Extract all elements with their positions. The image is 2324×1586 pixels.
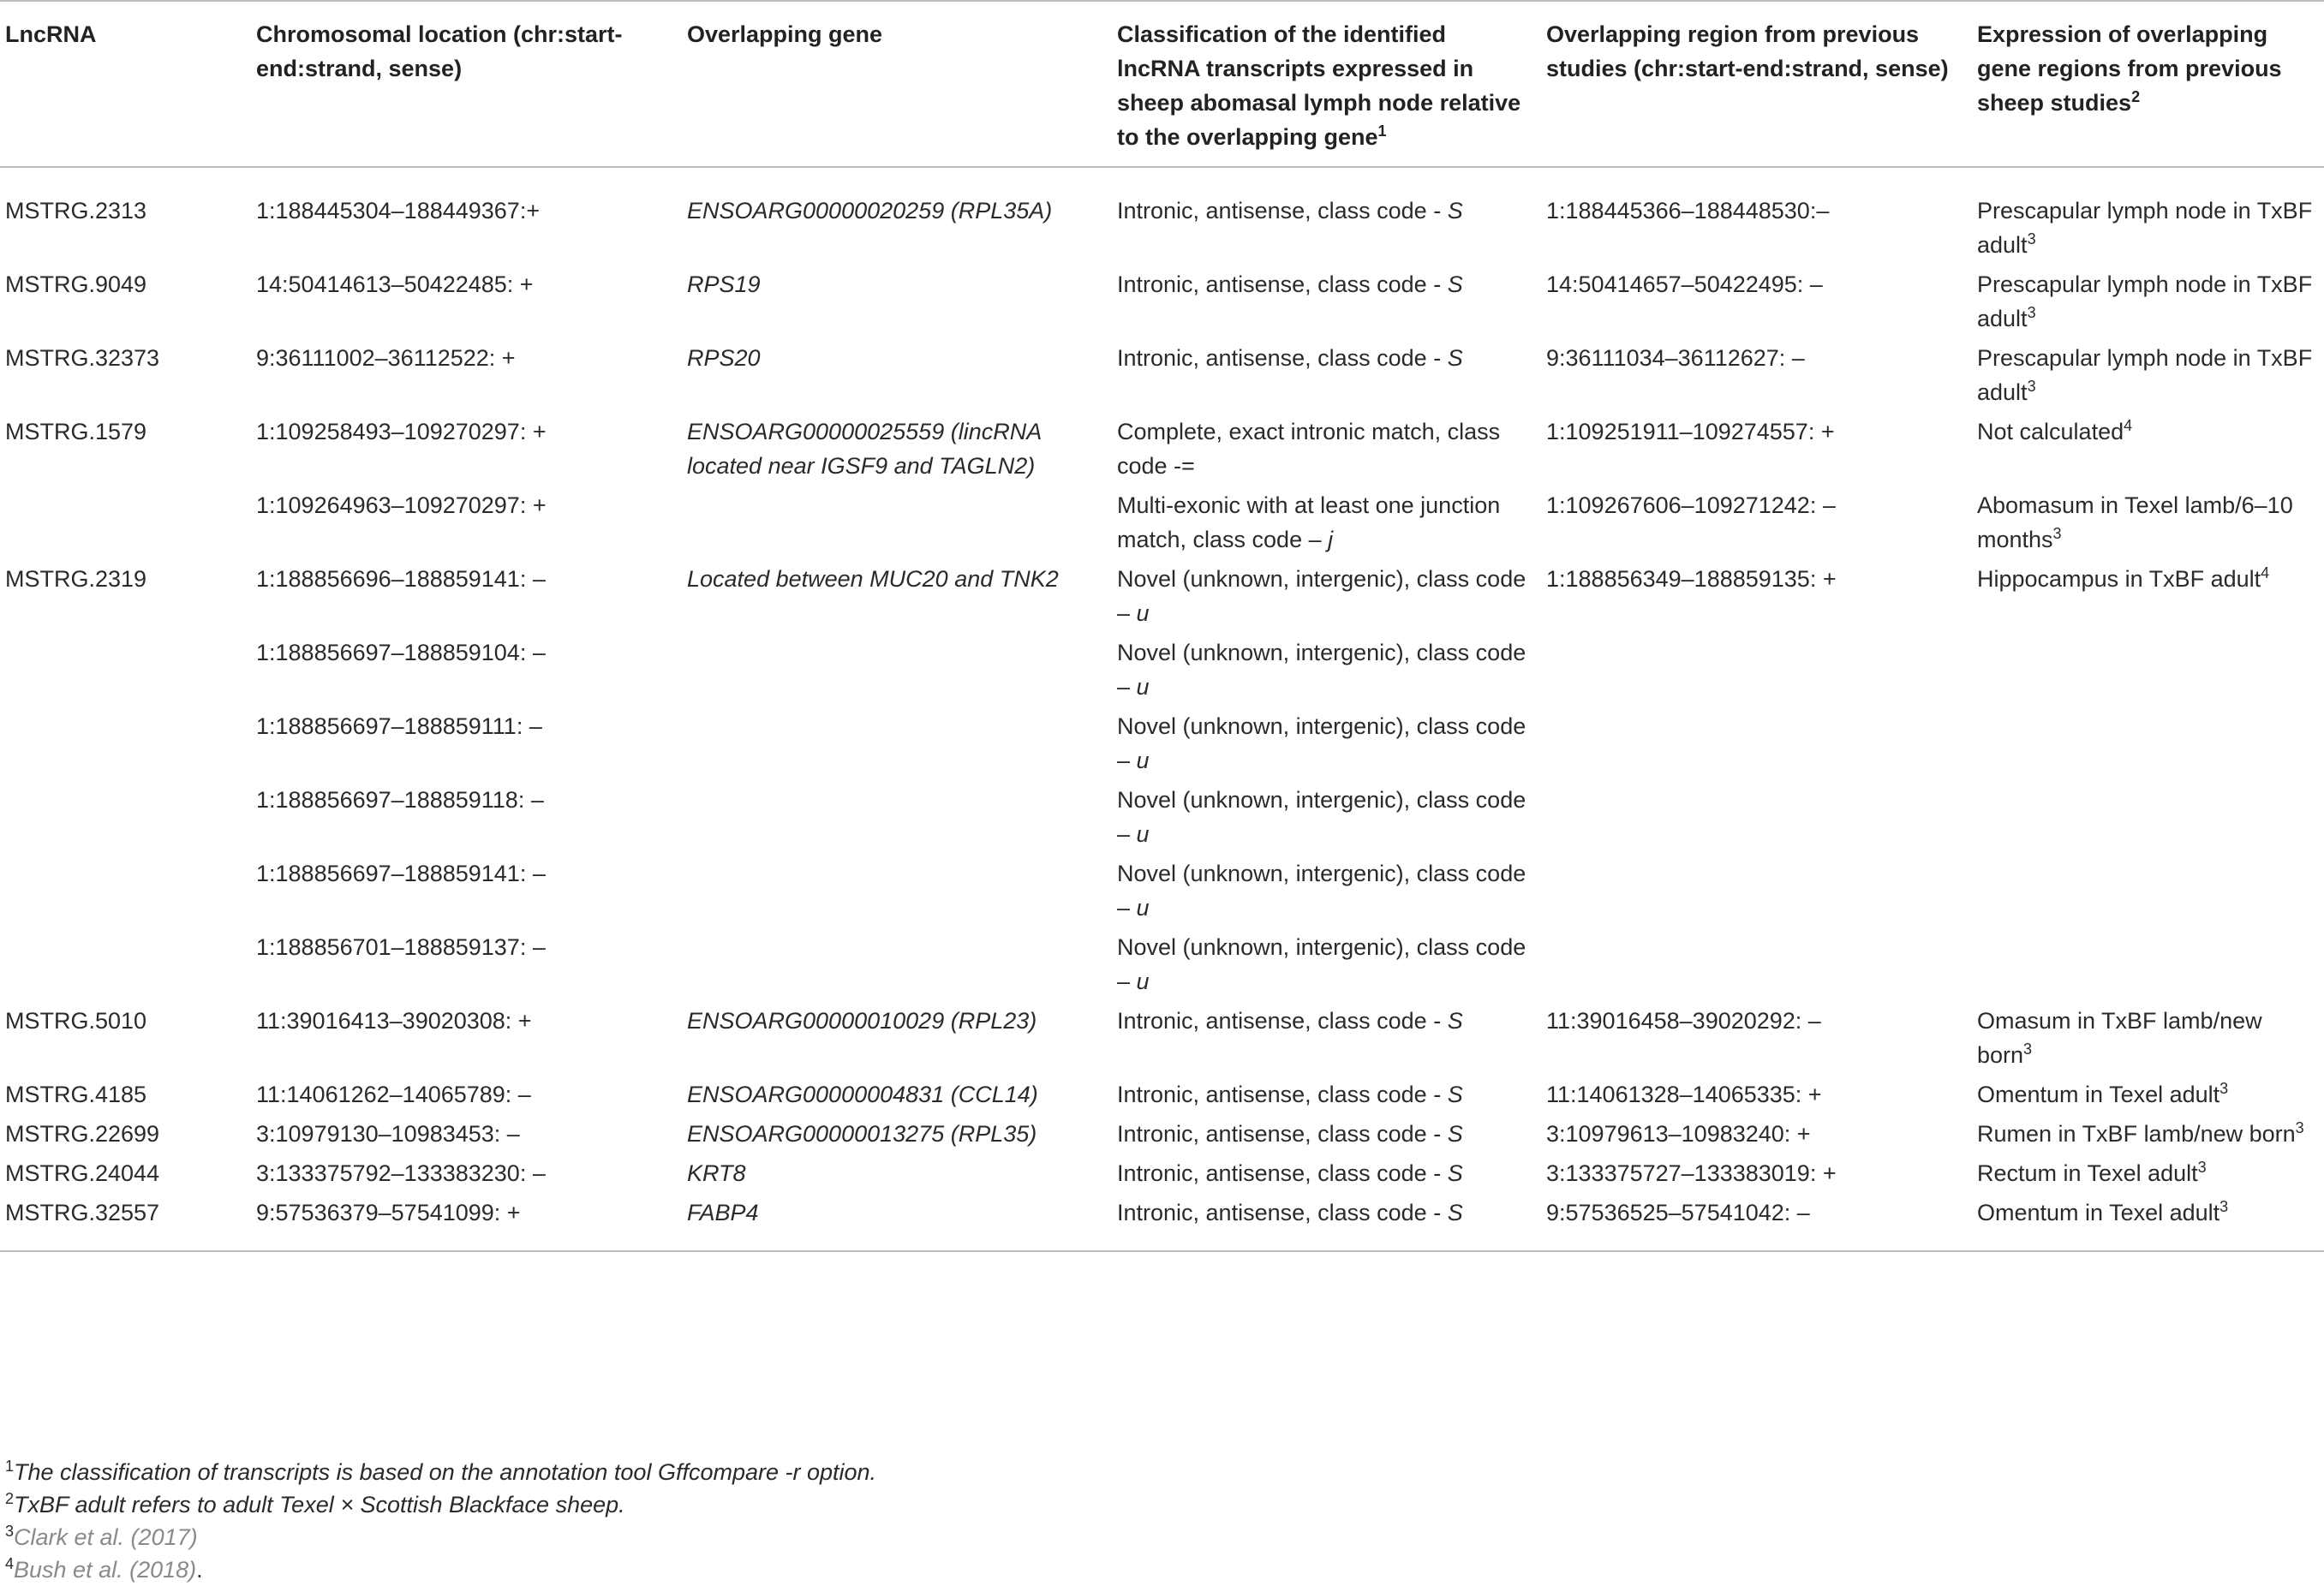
lncrna-id-cell	[0, 167, 251, 267]
footnote-trail: .	[196, 1557, 203, 1583]
column-header	[1972, 1, 2324, 167]
chromosomal-location-cell	[251, 783, 682, 856]
footnote-text: Bush et al. (2018)	[14, 1557, 197, 1583]
overlapping-gene-cell	[682, 488, 1112, 562]
expression-cell	[1972, 930, 2324, 1004]
overlapping-gene: RPS19	[687, 271, 761, 297]
overlapping-region-cell	[1541, 635, 1972, 709]
chromosomal-location: 11:39016413–39020308: +	[256, 1008, 532, 1034]
overlapping-gene-cell	[682, 267, 1112, 341]
classification-text: Intronic, antisense, class code -	[1117, 345, 1448, 371]
overlapping-gene-cell	[682, 1004, 1112, 1077]
table-row	[0, 1195, 2324, 1251]
footnote-text: Clark et al. (2017)	[14, 1524, 198, 1550]
table-row	[0, 488, 2324, 562]
class-code: u	[1136, 821, 1150, 847]
overlapping-region-cell	[1541, 562, 1972, 635]
footnote	[5, 1521, 876, 1553]
overlapping-gene: ENSOARG00000025559 (lincRNA located near IGSF9 and TAGLN2)	[687, 419, 1042, 479]
expression-cell	[1972, 341, 2324, 414]
footnote	[5, 1488, 876, 1521]
classification-text: Intronic, antisense, class code -	[1117, 1200, 1448, 1225]
column-header	[251, 1, 682, 167]
expression-cell	[1972, 709, 2324, 783]
class-code: u	[1136, 748, 1150, 773]
classification-text: Intronic, antisense, class code -	[1117, 1121, 1448, 1147]
footnote-marker: 3	[2027, 230, 2036, 247]
lncrna-id-cell	[0, 1117, 251, 1156]
classification-text: Novel (unknown, intergenic), class code –	[1117, 640, 1526, 700]
overlapping-region: 3:10979613–10983240: +	[1546, 1121, 1811, 1147]
expression-text: Omentum in Texel adult	[1977, 1200, 2220, 1225]
overlapping-gene: ENSOARG00000013275 (RPL35)	[687, 1121, 1037, 1147]
footnote-number: 4	[5, 1555, 15, 1572]
chromosomal-location: 1:188856701–188859137: –	[256, 934, 546, 960]
lncrna-id: MSTRG.24044	[5, 1160, 160, 1186]
overlapping-gene: KRT8	[687, 1160, 746, 1186]
chromosomal-location-cell	[251, 562, 682, 635]
overlapping-region-cell	[1541, 930, 1972, 1004]
expression-text: Hippocampus in TxBF adult	[1977, 566, 2261, 592]
chromosomal-location-cell	[251, 1004, 682, 1077]
class-code: S	[1447, 271, 1463, 297]
table-row	[0, 856, 2324, 930]
class-code: u	[1136, 969, 1150, 994]
lncrna-id: MSTRG.2319	[5, 566, 147, 592]
table-row	[0, 635, 2324, 709]
classification-cell	[1112, 856, 1541, 930]
overlapping-region-cell	[1541, 856, 1972, 930]
footnote-marker: 3	[2052, 525, 2062, 542]
table-row	[0, 709, 2324, 783]
overlapping-gene: FABP4	[687, 1200, 759, 1225]
class-code: S	[1447, 1200, 1463, 1225]
expression-text: Prescapular lymph node in TxBF adult	[1977, 271, 2313, 331]
lncrna-id: MSTRG.4185	[5, 1082, 147, 1107]
footnote-marker: 3	[2219, 1198, 2229, 1215]
expression-text: Prescapular lymph node in TxBF adult	[1977, 198, 2313, 258]
chromosomal-location-cell	[251, 341, 682, 414]
chromosomal-location: 1:188856697–188859104: –	[256, 640, 546, 665]
class-code: S	[1447, 1082, 1463, 1107]
overlapping-region: 11:14061328–14065335: +	[1546, 1082, 1822, 1107]
classification-text: Novel (unknown, intergenic), class code –	[1117, 861, 1526, 921]
footnote-marker: 3	[2027, 378, 2036, 395]
footnote	[5, 1553, 876, 1586]
expression-text: Not calculated	[1977, 419, 2124, 444]
chromosomal-location-cell	[251, 414, 682, 488]
chromosomal-location: 14:50414613–50422485: +	[256, 271, 534, 297]
footnote-marker: 3	[2023, 1040, 2033, 1058]
classification-cell	[1112, 635, 1541, 709]
table-row	[0, 562, 2324, 635]
classification-text: Novel (unknown, intergenic), class code –	[1117, 787, 1526, 847]
footnote-number: 1	[5, 1458, 15, 1475]
table-row	[0, 930, 2324, 1004]
expression-text: Omentum in Texel adult	[1977, 1082, 2220, 1107]
overlapping-gene-cell	[682, 709, 1112, 783]
expression-cell	[1972, 856, 2324, 930]
class-code: S	[1447, 1121, 1463, 1147]
table-row	[0, 167, 2324, 267]
expression-cell	[1972, 1117, 2324, 1156]
lncrna-id-cell	[0, 562, 251, 635]
overlapping-gene-cell	[682, 562, 1112, 635]
overlapping-gene-cell	[682, 930, 1112, 1004]
table-row	[0, 783, 2324, 856]
lncrna-id-cell	[0, 856, 251, 930]
expression-cell	[1972, 414, 2324, 488]
lncrna-id: MSTRG.9049	[5, 271, 147, 297]
class-code: S	[1447, 345, 1463, 371]
lncrna-id-cell	[0, 1004, 251, 1077]
footnote	[5, 1456, 876, 1488]
classification-text: Intronic, antisense, class code -	[1117, 1082, 1448, 1107]
classification-cell	[1112, 414, 1541, 488]
lncrna-id-cell	[0, 267, 251, 341]
footnote-marker: 3	[2295, 1119, 2304, 1136]
chromosomal-location-cell	[251, 1156, 682, 1195]
lncrna-id-cell	[0, 414, 251, 488]
overlapping-region-cell	[1541, 709, 1972, 783]
footnote-text: The classification of transcripts is based on the annotation tool Gffcompare -r option.	[14, 1459, 877, 1485]
chromosomal-location: 1:109258493–109270297: +	[256, 419, 547, 444]
footnote-marker: 4	[2261, 564, 2270, 581]
overlapping-region: 9:36111034–36112627: –	[1546, 345, 1805, 371]
overlapping-gene-cell	[682, 783, 1112, 856]
chromosomal-location-cell	[251, 1077, 682, 1117]
expression-cell	[1972, 1195, 2324, 1251]
footnote-marker: 3	[2027, 304, 2036, 321]
classification-text: Novel (unknown, intergenic), class code –	[1117, 566, 1526, 626]
classification-text: Complete, exact intronic match, class code -=	[1117, 419, 1501, 479]
table-row	[0, 1004, 2324, 1077]
expression-cell	[1972, 1004, 2324, 1077]
overlapping-region-cell	[1541, 267, 1972, 341]
overlapping-region: 11:39016458–39020292: –	[1546, 1008, 1821, 1034]
chromosomal-location: 9:57536379–57541099: +	[256, 1200, 521, 1225]
footnote-number: 3	[5, 1523, 15, 1540]
classification-text: Novel (unknown, intergenic), class code –	[1117, 934, 1526, 994]
classification-text: Intronic, antisense, class code -	[1117, 1008, 1448, 1034]
overlapping-region: 3:133375727–133383019: +	[1546, 1160, 1837, 1186]
lncrna-id: MSTRG.1579	[5, 419, 147, 444]
footnote-marker: 2	[2131, 88, 2141, 105]
expression-cell	[1972, 783, 2324, 856]
table-body	[0, 167, 2324, 1251]
footnote-text: TxBF adult refers to adult Texel × Scottish Blackface sheep.	[14, 1492, 625, 1517]
overlapping-region: 1:109267606–109271242: –	[1546, 492, 1836, 518]
chromosomal-location-cell	[251, 635, 682, 709]
classification-cell	[1112, 1117, 1541, 1156]
classification-cell	[1112, 1156, 1541, 1195]
chromosomal-location: 3:10979130–10983453: –	[256, 1121, 520, 1147]
classification-text: Intronic, antisense, class code -	[1117, 271, 1448, 297]
overlapping-gene-cell	[682, 167, 1112, 267]
column-header	[682, 1, 1112, 167]
chromosomal-location-cell	[251, 930, 682, 1004]
expression-cell	[1972, 488, 2324, 562]
overlapping-gene-cell	[682, 1195, 1112, 1251]
overlapping-region-cell	[1541, 783, 1972, 856]
chromosomal-location-cell	[251, 1117, 682, 1156]
expression-text: Omasum in TxBF lamb/new born	[1977, 1008, 2262, 1068]
column-header	[0, 1, 251, 167]
column-header-label: Expression of overlapping gene regions from previous sheep studies	[1977, 21, 2282, 116]
class-code: u	[1136, 674, 1150, 700]
classification-cell	[1112, 783, 1541, 856]
expression-text: Abomasum in Texel lamb/6–10 months	[1977, 492, 2293, 552]
overlapping-gene-cell	[682, 414, 1112, 488]
column-header-label: LncRNA	[5, 21, 97, 47]
table-row	[0, 1117, 2324, 1156]
lncrna-id: MSTRG.2313	[5, 198, 147, 224]
expression-cell	[1972, 562, 2324, 635]
table-row	[0, 1156, 2324, 1195]
column-header-label: Overlapping gene	[687, 21, 883, 47]
classification-cell	[1112, 709, 1541, 783]
table-row	[0, 341, 2324, 414]
expression-cell	[1972, 1077, 2324, 1117]
overlapping-region: 1:188445366–188448530:–	[1546, 198, 1830, 224]
column-header	[1112, 1, 1541, 167]
classification-cell	[1112, 167, 1541, 267]
overlapping-gene-cell	[682, 856, 1112, 930]
lncrna-id: MSTRG.22699	[5, 1121, 160, 1147]
overlapping-region: 1:188856349–188859135: +	[1546, 566, 1837, 592]
classification-text: Multi-exonic with at least one junction match, class code –	[1117, 492, 1501, 552]
overlapping-region-cell	[1541, 1077, 1972, 1117]
class-code: u	[1136, 895, 1150, 921]
chromosomal-location: 3:133375792–133383230: –	[256, 1160, 546, 1186]
classification-cell	[1112, 341, 1541, 414]
chromosomal-location-cell	[251, 488, 682, 562]
lncrna-id-cell	[0, 709, 251, 783]
chromosomal-location-cell	[251, 709, 682, 783]
classification-text: Intronic, antisense, class code -	[1117, 1160, 1448, 1186]
overlapping-region-cell	[1541, 1004, 1972, 1077]
table-row	[0, 1077, 2324, 1117]
overlapping-region: 9:57536525–57541042: –	[1546, 1200, 1810, 1225]
column-header-label: Chromosomal location (chr:start-end:strand, sense)	[256, 21, 623, 81]
lncrna-id-cell	[0, 1156, 251, 1195]
chromosomal-location: 1:188856697–188859118: –	[256, 787, 544, 813]
table-header-row	[0, 1, 2324, 167]
lncrna-id-cell	[0, 635, 251, 709]
classification-text: Novel (unknown, intergenic), class code –	[1117, 713, 1526, 773]
expression-cell	[1972, 167, 2324, 267]
overlapping-gene-cell	[682, 1156, 1112, 1195]
classification-cell	[1112, 1195, 1541, 1251]
chromosomal-location-cell	[251, 1195, 682, 1251]
chromosomal-location: 1:188445304–188449367:+	[256, 198, 541, 224]
expression-text: Rectum in Texel adult	[1977, 1160, 2198, 1186]
class-code: u	[1136, 600, 1150, 626]
class-code: S	[1447, 1008, 1463, 1034]
overlapping-region: 14:50414657–50422495: –	[1546, 271, 1823, 297]
expression-cell	[1972, 635, 2324, 709]
overlapping-region-cell	[1541, 1195, 1972, 1251]
footnote-number: 2	[5, 1490, 15, 1507]
chromosomal-location-cell	[251, 267, 682, 341]
overlapping-gene: RPS20	[687, 345, 761, 371]
classification-cell	[1112, 562, 1541, 635]
table-row	[0, 267, 2324, 341]
overlapping-gene: ENSOARG00000004831 (CCL14)	[687, 1082, 1038, 1107]
chromosomal-location-cell	[251, 167, 682, 267]
chromosomal-location: 9:36111002–36112522: +	[256, 345, 516, 371]
chromosomal-location: 1:188856697–188859111: –	[256, 713, 542, 739]
overlapping-region: 1:109251911–109274557: +	[1546, 419, 1835, 444]
chromosomal-location: 1:188856696–188859141: –	[256, 566, 546, 592]
classification-cell	[1112, 930, 1541, 1004]
lncrna-id: MSTRG.32557	[5, 1200, 160, 1225]
footnote-marker: 1	[1377, 122, 1387, 140]
lncrna-id-cell	[0, 930, 251, 1004]
column-header-label: Classification of the identified lncRNA transcripts expressed in sheep abomasal lymph node relative to the overlapping gene	[1117, 21, 1521, 150]
chromosomal-location-cell	[251, 856, 682, 930]
class-code: S	[1447, 1160, 1463, 1186]
overlapping-gene-cell	[682, 341, 1112, 414]
lncrna-id-cell	[0, 488, 251, 562]
overlapping-region-cell	[1541, 488, 1972, 562]
column-header-label: Overlapping region from previous studies (chr:start-end:strand, sense)	[1546, 21, 1949, 81]
overlapping-gene: ENSOARG00000010029 (RPL23)	[687, 1008, 1037, 1034]
expression-text: Prescapular lymph node in TxBF adult	[1977, 345, 2313, 405]
classification-cell	[1112, 488, 1541, 562]
overlapping-region-cell	[1541, 1117, 1972, 1156]
overlapping-gene: ENSOARG00000020259 (RPL35A)	[687, 198, 1053, 224]
overlapping-region-cell	[1541, 1156, 1972, 1195]
classification-cell	[1112, 1004, 1541, 1077]
footnote-marker: 3	[2197, 1159, 2207, 1176]
overlapping-region-cell	[1541, 414, 1972, 488]
chromosomal-location: 1:109264963–109270297: +	[256, 492, 547, 518]
classification-cell	[1112, 1077, 1541, 1117]
overlapping-gene-cell	[682, 635, 1112, 709]
lncrna-id-cell	[0, 783, 251, 856]
footnote-marker: 4	[2124, 417, 2133, 434]
lncrna-id: MSTRG.32373	[5, 345, 160, 371]
classification-cell	[1112, 267, 1541, 341]
overlapping-gene-cell	[682, 1077, 1112, 1117]
expression-cell	[1972, 267, 2324, 341]
overlapping-gene-cell	[682, 1117, 1112, 1156]
chromosomal-location: 11:14061262–14065789: –	[256, 1082, 531, 1107]
overlapping-gene: Located between MUC20 and TNK2	[687, 566, 1059, 592]
overlapping-region-cell	[1541, 167, 1972, 267]
lncrna-id-cell	[0, 341, 251, 414]
footnotes	[5, 1456, 876, 1586]
expression-cell	[1972, 1156, 2324, 1195]
table-row	[0, 414, 2324, 488]
class-code: j	[1328, 527, 1334, 552]
footnote-marker: 3	[2219, 1080, 2229, 1097]
column-header	[1541, 1, 1972, 167]
expression-text: Rumen in TxBF lamb/new born	[1977, 1121, 2296, 1147]
overlapping-region-cell	[1541, 341, 1972, 414]
lncrna-id: MSTRG.5010	[5, 1008, 147, 1034]
class-code: S	[1447, 198, 1463, 224]
chromosomal-location: 1:188856697–188859141: –	[256, 861, 546, 886]
lncrna-id-cell	[0, 1195, 251, 1251]
lncrna-id-cell	[0, 1077, 251, 1117]
classification-text: Intronic, antisense, class code -	[1117, 198, 1448, 224]
